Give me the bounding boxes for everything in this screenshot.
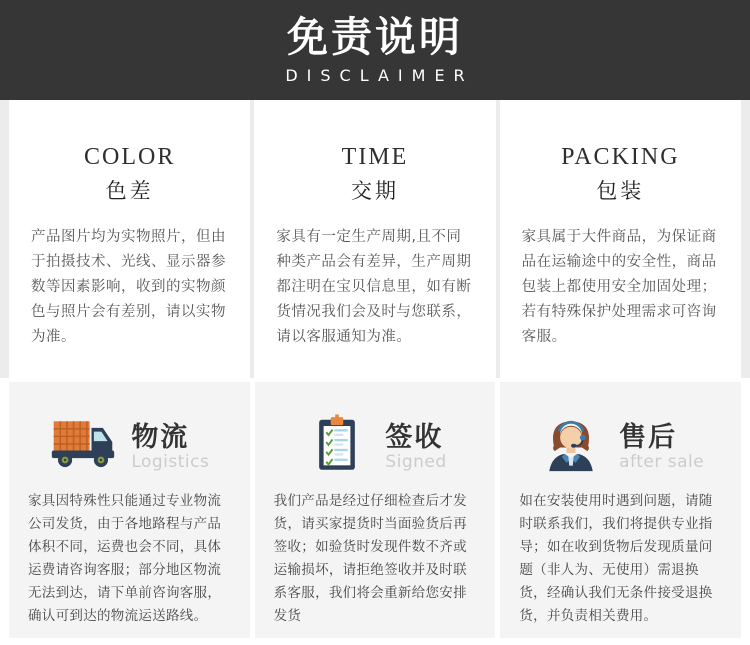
card-after-sale-body: 如在安装使用时遇到问题，请随时联系我们，我们将提供专业指导；如在收到货物后发现质量问题（非人为、无使用）需退换货，经确认我们无条件接受退换货，并负责相关费用。	[519, 493, 713, 624]
card-logistics-en-title: Logistics	[131, 451, 210, 472]
card-after-sale-titles	[619, 415, 704, 472]
customer-service-agent-icon	[537, 414, 605, 472]
card-logistics-zh-title: 物流	[131, 421, 190, 453]
card-color-zh-title: 色差	[105, 179, 154, 203]
card-signed-body: 我们产品是经过仔细检查后才发货，请买家提货时当面验货后再签收；如验货时发现件数不齐或运输损坏，请拒绝签收并及时联系客服，我们将会重新给您安排发货	[273, 493, 467, 624]
card-logistics	[9, 382, 250, 638]
card-logistics-titles	[131, 415, 209, 472]
card-color-en-title: COLOR	[83, 144, 176, 170]
card-packing-en-title: PACKING	[561, 144, 680, 170]
card-color	[9, 100, 250, 378]
card-signed	[255, 382, 496, 638]
card-after-sale-header	[500, 412, 741, 474]
delivery-truck-icon	[49, 414, 117, 472]
card-logistics-body: 家具因特殊性只能通过专业物流公司发货，由于各地路程与产品体积不同，运费也会不同，具体运费请咨询客服；部分地区物流无法到达，请下单前咨询客服，确认可到达的物流运送路线。	[28, 493, 222, 624]
info-cards-row	[0, 100, 750, 378]
page-subtitle: DISCLAIMER	[285, 66, 474, 86]
card-after-sale	[500, 382, 741, 638]
card-time-body: 家具有一定生产周期,且不同种类产品会有差异，生产周期都注明在宝贝信息里，如有断货情况我们会及时与您联系，请以客服通知为准。	[276, 229, 472, 345]
card-time	[254, 100, 495, 378]
page-header	[0, 0, 750, 100]
card-signed-en-title: Signed	[385, 451, 447, 472]
card-after-sale-en-title: after sale	[619, 451, 705, 472]
card-color-body: 产品图片均为实物照片，但由于拍摄技术、光线、显示器参数等因素影响，收到的实物颜色与照片会有差别，请以实物为准。	[31, 229, 226, 345]
footer-strip	[0, 638, 750, 645]
card-packing	[500, 100, 741, 378]
card-signed-zh-title: 签收	[385, 421, 444, 453]
card-packing-zh-title: 包装	[596, 179, 645, 203]
card-signed-header	[255, 412, 496, 474]
card-after-sale-zh-title: 售后	[619, 421, 678, 453]
card-logistics-header	[9, 412, 250, 474]
checklist-clipboard-icon	[303, 414, 371, 472]
card-packing-body: 家具属于大件商品，为保证商品在运输途中的安全性，商品包装上都使用安全加固处理；若有特殊保护处理需求可咨询客服。	[521, 229, 717, 345]
page-title: 免责说明	[287, 12, 463, 61]
service-cards-row	[0, 382, 750, 638]
card-time-en-title: TIME	[341, 144, 409, 170]
card-time-zh-title: 交期	[350, 179, 399, 203]
card-signed-titles	[385, 415, 446, 472]
